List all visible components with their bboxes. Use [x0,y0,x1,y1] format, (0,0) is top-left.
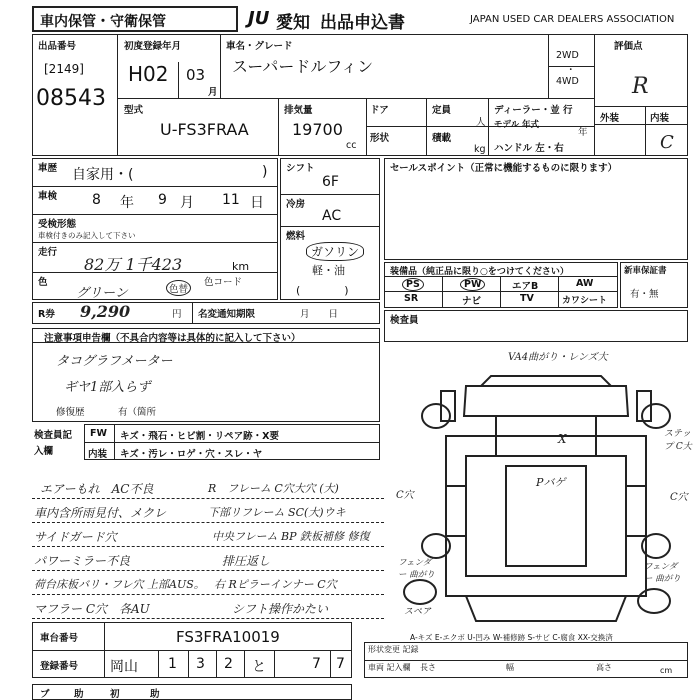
warranty-label: 新車保証書 [624,266,667,276]
note-right-4: 排圧返し [222,554,271,568]
inspection-year: 8 [92,192,101,208]
chassis-label: 車台番号 [40,633,79,644]
dims-cm: cm [660,666,673,675]
dims-label2: 車両 記入欄 [368,663,411,672]
ac-label: 冷房 [286,199,306,210]
check-label: 検査員記入欄 [34,430,73,457]
diagram-note-fender: フェンダー 曲がり [398,558,435,580]
repair-value: 有（箇所 [118,407,157,418]
fuel-value: ガソリン [306,242,364,261]
plate-num2: 3 [196,656,205,672]
validation-note: 車検付きのみ記入して下さい [38,231,136,240]
note-left-3: サイドガード穴 [34,530,117,544]
equip-pw: PW [460,278,485,291]
lot-bracket: [2149] [44,62,84,76]
equip-tv: TV [520,293,534,304]
check-row2-head: 内装 [88,449,108,460]
plate-num1: 1 [168,656,177,672]
model-label: 車名・グレード [226,41,293,52]
ju-logo: JU [248,8,270,29]
model-year-label: モデル 年式 [494,120,540,130]
dims-length: 長さ [420,663,436,672]
inspection-day: 11 [222,192,240,208]
equip-aw: AW [576,278,594,289]
bottom-cell-2: 助 [74,689,84,700]
form-subtitle: JAPAN USED CAR DEALERS ASSOCIATION [470,14,675,25]
note-left-5: 荷台床板バリ・フレ穴 上部AUS。 [34,578,205,591]
diagram-note-top: VA4曲がり・レンズ大 [508,352,608,363]
diagram-note-right: ステップ C大 [664,429,692,452]
note-left-1: エアーもれ AC不良 [40,482,154,496]
fuel-label: 燃料 [286,231,306,242]
r-price-value: 9,290 [80,302,131,321]
inspection-label: 車検 [38,191,58,202]
handle-label: ハンドル 左・右 [494,143,564,154]
plate-num4: 7 [312,656,321,672]
inspection-day-unit: 日 [250,195,264,211]
mileage-label: 走行 [38,247,58,258]
history-label: 車歴 [38,163,58,174]
vehicle-damage-diagram [396,346,696,636]
bottom-cell-3: 初 [110,689,120,700]
warranty-value: 有・無 [630,289,659,300]
evaluation-label: 評価点 [614,41,643,52]
drive-4wd: 4WD [556,76,579,87]
dims-width: 幅 [506,663,514,672]
diagram-note-floor: Pバゲ [536,476,566,489]
chassis-value: FS3FRA10019 [176,628,280,646]
equip-ps: PS [402,278,424,291]
registration-label: 初度登録年月 [124,41,182,52]
shape-label: 形状 [370,133,390,144]
capacity-label: 定員 [432,105,452,116]
interior-label: 内装 [650,113,670,124]
note-right-6: シフト操作かたい [232,602,329,616]
diagram-note-mid: X [558,432,567,446]
equipment-label: 装備品（純正品に限り○をつけてください） [390,267,569,277]
dealer-label: ディーラー・並 行 [494,105,573,116]
capacity-unit: 人 [476,117,486,128]
r-price-unit: 円 [172,309,182,320]
ac-value: AC [322,208,342,224]
fuel-paren: ( ) [296,284,349,297]
top-info-block [32,34,688,156]
inspector-block [384,310,688,342]
bottom-cell-4: 助 [150,689,160,700]
storage-tab [32,6,238,32]
model-year-unit: 年 [578,127,588,138]
door-label: ドア [370,105,389,116]
color-label: 色 [38,277,48,288]
registration-month-unit: 月 [208,87,218,98]
note-right-5: 右 Rピラーインナー C穴 [214,578,337,591]
plate-num5: 7 [336,656,345,672]
mileage-unit: km [232,260,250,273]
mileage-value: 82万 1千423 [84,255,183,274]
plate-label: 登録番号 [40,661,79,672]
registration-month: 03 [186,66,206,84]
diagram-note-fender2: フェンダー 曲がり [644,562,681,584]
color-code-label: 色コード [204,277,243,288]
displacement-value: 19700 [292,120,343,139]
history-value: 自家用・( [72,167,134,183]
plate-region: 岡山 [110,659,138,675]
lot-label: 出品番号 [38,41,77,52]
note-left-6: マフラー C穴 各AU [34,602,150,616]
color-value: グリーン [76,286,128,301]
type-label: 型式 [124,105,144,116]
note-right-2: 下部リフレーム SC(大)ウキ [208,506,346,519]
type-value: U-FS3FRAA [160,120,249,139]
bottom-cell-1: ブ [40,689,50,700]
diagram-note-right2: C穴 [670,492,688,503]
selling-points-label: セールスポイント（正常に機能するものに限ります） [390,163,618,174]
diagram-note-spare: スペア [404,607,432,617]
dims-height: 高さ [596,663,612,672]
plate-num3: 2 [224,656,233,672]
inspection-year-unit: 年 [120,195,134,211]
shift-label: シフト [286,163,315,174]
equip-navi: ナビ [462,296,482,307]
note-left-4: パワーミラー不良 [34,554,131,568]
validation-label: 受検形態 [38,219,77,230]
equip-sr: SR [404,293,419,304]
inspector-label: 検査員 [390,315,419,326]
repair-label: 修復歴 [56,407,85,418]
load-unit: kg [474,144,486,155]
drive-dot: ・ [566,65,576,76]
interior-score: C [660,132,674,153]
history-close: ) [262,164,268,180]
check-row2-text: キズ・汚レ・ロゲ・穴・スレ・ヤ [120,449,263,460]
lot-number: 08543 [36,86,106,111]
name-change-label: 名変通知期限 [198,309,256,320]
note-right-1: R フレーム C穴大穴 (大) [208,482,339,495]
inspection-month-unit: 月 [180,195,194,211]
note-right-3: 中央フレーム BP 鉄板補修 修復 [212,530,370,543]
diagram-note-left: C穴 [396,490,414,501]
notice-label: 注意事項申告欄（不具合内容等は具体的に記入して下さい） [44,333,301,344]
name-change-unit: 月 日 [300,309,339,320]
fuel-option: 軽・油 [312,264,345,277]
exterior-label: 外装 [600,113,620,124]
equip-airbag: エアB [512,281,539,292]
model-name: スーパードルフィン [232,57,374,76]
form-title: 出品申込書 [320,13,405,33]
drive-2wd: 2WD [556,50,579,61]
shift-value: 6F [322,174,339,190]
registration-year: H02 [128,62,169,86]
check-row1-head: FW [90,428,107,439]
equip-seat: カワシート [562,296,608,306]
inspection-month: 9 [158,192,167,208]
displacement-label: 排気量 [284,105,313,116]
load-label: 積載 [432,133,452,144]
r-price-label: R券 [38,309,55,320]
note-left-2: 車内含所雨見付、メクレ [34,506,167,520]
notice-line1: タコグラフメーター [56,354,173,369]
storage-tab-label: 車内保管・守衛保管 [40,14,166,30]
dims-label1: 形状変更 記録 [368,645,419,654]
damage-legend: A-キズ E-エクボ U-凹み W-補修跡 S-サビ C-腐食 XX-交換済 [410,633,613,642]
color-change-label: 色替 [166,280,191,296]
check-row1-text: キズ・飛石・ヒビ割・リペア跡・X要 [120,431,279,442]
evaluation-score: R [632,74,649,99]
org-name: 愛知 [276,13,310,33]
notice-line2: ギヤ1部入らず [64,380,151,395]
displacement-unit: cc [346,140,357,151]
plate-kana: と [252,659,266,675]
